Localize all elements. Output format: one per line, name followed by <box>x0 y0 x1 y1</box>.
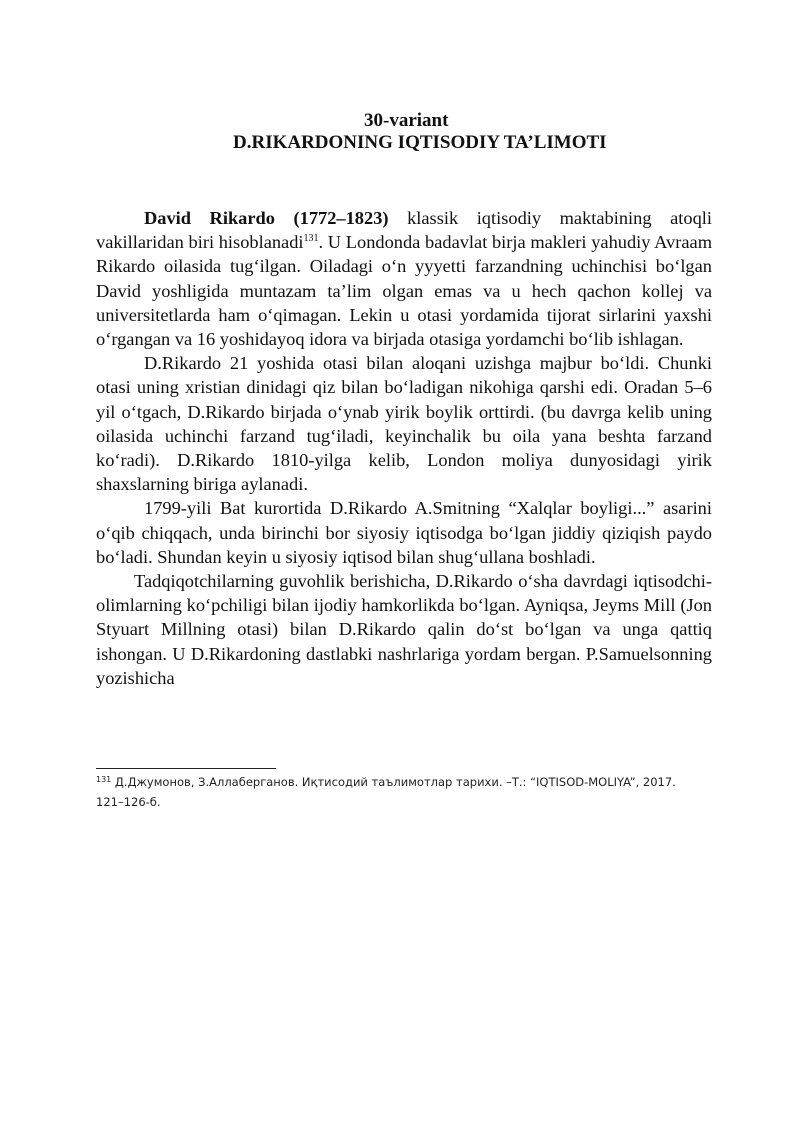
footnote-text: Д.Джумонов, З.Аллаберганов. Иқтисодий таълимотлар тарихи. –Т.: “IQTISOD-MOLIYA”, 2017. 121–126-б. <box>96 775 676 809</box>
footnote-divider <box>96 768 276 769</box>
paragraph-3: 1799-yili Bat kurortida D.Rikardo A.Smitning “Xalqlar boyligi...” asarini o‘qib chiqqach, unda birinchi bor siyosiy iqtisodga bo‘lgan jiddiy qiziqish paydo bo‘ladi. Shundan keyin u siyosiy iqtisod bilan shug‘ullana boshladi. <box>96 498 712 567</box>
variant-label: 30-variant <box>364 110 449 131</box>
footnote <box>96 772 676 812</box>
paragraph-1 <box>96 206 712 351</box>
footnote-number: 131 <box>96 775 112 784</box>
paragraph-1-text-a: klassik iqtisodiy maktabining atoqli vakillaridan biri hisoblanadi <box>96 208 712 253</box>
footnote-ref[interactable]: 131 <box>303 233 319 245</box>
paragraph-1-text-b: . U Londonda badavlat birja makleri yahudiy Avraam Rikardo oilasida tug‘ilgan. Oiladagi o‘n yyyetti farzandning uchinchisi bo‘lgan David yoshligida muntazam ta’lim olgan emas va u hech qachon kollej va universitetlarda ham o‘qimagan. Lekin u otasi yordamida tijorat sirlarini yaxshi o‘rgangan va 16 yoshidayoq idora va birjada otasiga yordamchi bo‘lib ishlagan. <box>96 232 712 350</box>
bold-lead: David Rikardo (1772–1823) <box>144 208 389 228</box>
page-title: D.RIKARDONING IQTISODIY TA’LIMOTI <box>233 132 607 153</box>
paragraph-2: D.Rikardo 21 yoshida otasi bilan aloqani uzishga majbur bo‘ldi. Chunki otasi uning xristian dinidagi qiz bilan bo‘ladigan nikohiga qarshi edi. Oradan 5–6 yil o‘tgach, D.Rikardo birjada o‘ynab yirik boylik orttirdi. (bu davrga kelib uning oilasida uchinchi farzand tug‘iladi, keyinchalik bu oila yana beshta farzand ko‘radi). D.Rikardo 1810-yilga kelib, London moliya dunyosidagi yirik shaxslarning biriga aylanadi. <box>96 353 712 495</box>
body-text <box>96 206 712 690</box>
paragraph-4: Tadqiqotchilarning guvohlik berishicha, D.Rikardo o‘sha davrdagi iqtisodchi-olimlarning ko‘pchiligi bilan ijodiy hamkorlikda bo‘lgan. Ayniqsa, Jeyms Mill (Jon Styuart Millning otasi) bilan D.Rikardo qalin do‘st bo‘lgan va unga qattiq ishongan. U D.Rikardoning dastlabki nashrlariga yordam bergan. P.Samuelsonning yozishicha <box>96 571 712 688</box>
